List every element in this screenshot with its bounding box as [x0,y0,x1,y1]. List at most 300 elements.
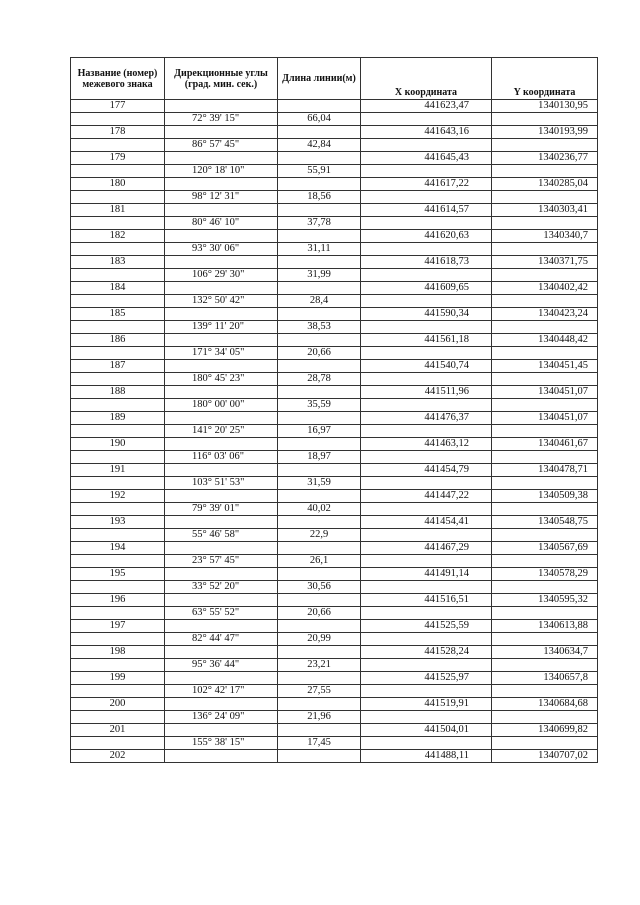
y-coordinate: 1340193,99 [492,126,598,139]
empty-cell [165,308,278,321]
header-name: Название (номер) межевого знака [71,58,165,100]
x-coordinate: 441525,97 [361,672,492,685]
direction-angle: 93° 30' 06" [165,243,278,256]
line-length: 35,59 [278,399,361,412]
direction-angle: 155° 38' 15" [165,737,278,750]
x-coordinate: 441618,73 [361,256,492,269]
empty-cell [492,425,598,438]
point-name: 200 [71,698,165,711]
point-name: 202 [71,750,165,763]
point-row [71,100,598,113]
empty-cell [361,451,492,464]
direction-angle: 141° 20' 25" [165,425,278,438]
x-coordinate: 441476,37 [361,412,492,425]
empty-cell [492,191,598,204]
empty-cell [492,373,598,386]
empty-cell [71,113,165,126]
empty-cell [165,646,278,659]
empty-cell [71,607,165,620]
point-name: 195 [71,568,165,581]
empty-cell [71,737,165,750]
empty-cell [165,412,278,425]
y-coordinate: 1340371,75 [492,256,598,269]
empty-cell [492,139,598,152]
empty-cell [278,620,361,633]
empty-cell [278,230,361,243]
empty-cell [165,230,278,243]
point-name: 196 [71,594,165,607]
empty-cell [71,581,165,594]
empty-cell [492,711,598,724]
empty-cell [165,100,278,113]
table-body [71,100,598,763]
empty-cell [71,685,165,698]
direction-angle: 82° 44' 47" [165,633,278,646]
line-length: 16,97 [278,425,361,438]
empty-cell [165,542,278,555]
empty-cell [71,295,165,308]
empty-cell [361,633,492,646]
line-length: 37,78 [278,217,361,230]
segment-row [71,347,598,360]
x-coordinate: 441645,43 [361,152,492,165]
empty-cell [165,672,278,685]
empty-cell [165,438,278,451]
direction-angle: 180° 00' 00" [165,399,278,412]
x-coordinate: 441463,12 [361,438,492,451]
header-angles: Дирекционные углы (град. мин. сек.) [165,58,278,100]
point-name: 181 [71,204,165,217]
direction-angle: 86° 57' 45" [165,139,278,152]
y-coordinate: 1340451,07 [492,386,598,399]
x-coordinate: 441488,11 [361,750,492,763]
point-row [71,282,598,295]
empty-cell [361,243,492,256]
empty-cell [361,217,492,230]
point-name: 184 [71,282,165,295]
empty-cell [361,711,492,724]
empty-cell [492,347,598,360]
segment-row [71,659,598,672]
x-coordinate: 441614,57 [361,204,492,217]
x-coordinate: 441561,18 [361,334,492,347]
empty-cell [71,243,165,256]
x-coordinate: 441491,14 [361,568,492,581]
empty-cell [278,412,361,425]
empty-cell [278,516,361,529]
empty-cell [71,477,165,490]
empty-cell [492,659,598,672]
x-coordinate: 441447,22 [361,490,492,503]
empty-cell [278,750,361,763]
empty-cell [278,490,361,503]
empty-cell [165,386,278,399]
direction-angle: 102° 42' 17" [165,685,278,698]
empty-cell [361,399,492,412]
point-name: 177 [71,100,165,113]
point-name: 183 [71,256,165,269]
point-row [71,152,598,165]
empty-cell [278,672,361,685]
line-length: 18,56 [278,191,361,204]
empty-cell [278,386,361,399]
empty-cell [71,217,165,230]
line-length: 40,02 [278,503,361,516]
point-row [71,464,598,477]
empty-cell [165,568,278,581]
y-coordinate: 1340451,45 [492,360,598,373]
empty-cell [278,334,361,347]
empty-cell [278,464,361,477]
line-length: 31,11 [278,243,361,256]
segment-row [71,633,598,646]
direction-angle: 106° 29' 30" [165,269,278,282]
empty-cell [492,581,598,594]
point-name: 192 [71,490,165,503]
point-row [71,594,598,607]
segment-row [71,581,598,594]
segment-row [71,477,598,490]
direction-angle: 98° 12' 31" [165,191,278,204]
x-coordinate: 441540,74 [361,360,492,373]
x-coordinate: 441620,63 [361,230,492,243]
empty-cell [492,529,598,542]
empty-cell [278,542,361,555]
empty-cell [278,594,361,607]
x-coordinate: 441511,96 [361,386,492,399]
direction-angle: 116° 03' 06" [165,451,278,464]
segment-row [71,399,598,412]
line-length: 31,99 [278,269,361,282]
empty-cell [361,191,492,204]
point-row [71,568,598,581]
empty-cell [361,477,492,490]
point-row [71,750,598,763]
segment-row [71,217,598,230]
line-length: 26,1 [278,555,361,568]
empty-cell [165,126,278,139]
empty-cell [492,451,598,464]
y-coordinate: 1340285,04 [492,178,598,191]
x-coordinate: 441623,47 [361,100,492,113]
point-row [71,386,598,399]
point-row [71,698,598,711]
point-name: 188 [71,386,165,399]
empty-cell [278,698,361,711]
empty-cell [278,360,361,373]
empty-cell [361,581,492,594]
line-length: 42,84 [278,139,361,152]
header-length: Длина линии(м) [278,58,361,100]
x-coordinate: 441643,16 [361,126,492,139]
line-length: 23,21 [278,659,361,672]
empty-cell [361,295,492,308]
line-length: 38,53 [278,321,361,334]
point-name: 197 [71,620,165,633]
empty-cell [71,659,165,672]
line-length: 21,96 [278,711,361,724]
empty-cell [278,178,361,191]
empty-cell [361,659,492,672]
segment-row [71,113,598,126]
empty-cell [361,321,492,334]
segment-row [71,243,598,256]
x-coordinate: 441454,79 [361,464,492,477]
line-length: 20,99 [278,633,361,646]
direction-angle: 23° 57' 45" [165,555,278,568]
header-x: X координата [361,58,492,100]
empty-cell [71,503,165,516]
empty-cell [361,373,492,386]
empty-cell [71,633,165,646]
point-name: 185 [71,308,165,321]
point-row [71,646,598,659]
line-length: 18,97 [278,451,361,464]
x-coordinate: 441590,34 [361,308,492,321]
direction-angle: 95° 36' 44" [165,659,278,672]
empty-cell [492,113,598,126]
segment-row [71,503,598,516]
x-coordinate: 441617,22 [361,178,492,191]
y-coordinate: 1340461,67 [492,438,598,451]
point-row [71,516,598,529]
point-name: 194 [71,542,165,555]
segment-row [71,373,598,386]
point-row [71,672,598,685]
direction-angle: 132° 50' 42" [165,295,278,308]
point-name: 189 [71,412,165,425]
x-coordinate: 441519,91 [361,698,492,711]
point-row [71,308,598,321]
y-coordinate: 1340595,32 [492,594,598,607]
empty-cell [71,529,165,542]
empty-cell [492,165,598,178]
y-coordinate: 1340657,8 [492,672,598,685]
empty-cell [492,607,598,620]
empty-cell [361,555,492,568]
segment-row [71,321,598,334]
empty-cell [492,477,598,490]
point-row [71,230,598,243]
empty-cell [165,282,278,295]
segment-row [71,737,598,750]
empty-cell [278,438,361,451]
empty-cell [165,152,278,165]
empty-cell [165,204,278,217]
point-row [71,126,598,139]
empty-cell [492,269,598,282]
empty-cell [71,321,165,334]
line-length: 28,78 [278,373,361,386]
point-row [71,490,598,503]
x-coordinate: 441528,24 [361,646,492,659]
point-name: 182 [71,230,165,243]
point-row [71,620,598,633]
x-coordinate: 441525,59 [361,620,492,633]
point-name: 201 [71,724,165,737]
empty-cell [71,425,165,438]
empty-cell [361,347,492,360]
empty-cell [361,607,492,620]
point-row [71,178,598,191]
empty-cell [361,139,492,152]
segment-row [71,607,598,620]
point-name: 190 [71,438,165,451]
point-row [71,204,598,217]
empty-cell [165,464,278,477]
empty-cell [492,555,598,568]
empty-cell [165,256,278,269]
x-coordinate: 441454,41 [361,516,492,529]
segment-row [71,165,598,178]
empty-cell [492,503,598,516]
y-coordinate: 1340448,42 [492,334,598,347]
direction-angle: 55° 46' 58" [165,529,278,542]
empty-cell [71,165,165,178]
empty-cell [71,347,165,360]
point-name: 199 [71,672,165,685]
direction-angle: 63° 55' 52" [165,607,278,620]
y-coordinate: 1340340,7 [492,230,598,243]
empty-cell [165,360,278,373]
point-name: 191 [71,464,165,477]
segment-row [71,269,598,282]
y-coordinate: 1340130,95 [492,100,598,113]
empty-cell [492,295,598,308]
empty-cell [361,685,492,698]
point-row [71,412,598,425]
y-coordinate: 1340451,07 [492,412,598,425]
empty-cell [361,165,492,178]
header-y: Y координата [492,58,598,100]
segment-row [71,685,598,698]
empty-cell [278,308,361,321]
point-row [71,438,598,451]
y-coordinate: 1340634,7 [492,646,598,659]
empty-cell [492,633,598,646]
empty-cell [278,100,361,113]
segment-row [71,139,598,152]
line-length: 17,45 [278,737,361,750]
direction-angle: 103° 51' 53" [165,477,278,490]
empty-cell [361,503,492,516]
empty-cell [492,321,598,334]
empty-cell [165,724,278,737]
point-row [71,334,598,347]
direction-angle: 33° 52' 20" [165,581,278,594]
line-length: 66,04 [278,113,361,126]
point-row [71,256,598,269]
x-coordinate: 441516,51 [361,594,492,607]
empty-cell [278,126,361,139]
y-coordinate: 1340613,88 [492,620,598,633]
point-row [71,724,598,737]
empty-cell [165,698,278,711]
line-length: 55,91 [278,165,361,178]
empty-cell [361,269,492,282]
empty-cell [278,152,361,165]
direction-angle: 171° 34' 05" [165,347,278,360]
x-coordinate: 441504,01 [361,724,492,737]
segment-row [71,295,598,308]
empty-cell [278,282,361,295]
line-length: 20,66 [278,607,361,620]
direction-angle: 72° 39' 15" [165,113,278,126]
y-coordinate: 1340509,38 [492,490,598,503]
empty-cell [165,594,278,607]
point-row [71,360,598,373]
empty-cell [165,620,278,633]
empty-cell [278,204,361,217]
y-coordinate: 1340578,29 [492,568,598,581]
coordinates-table [70,57,598,763]
empty-cell [361,737,492,750]
segment-row [71,451,598,464]
x-coordinate: 441467,29 [361,542,492,555]
empty-cell [278,724,361,737]
y-coordinate: 1340402,42 [492,282,598,295]
empty-cell [71,555,165,568]
y-coordinate: 1340699,82 [492,724,598,737]
point-name: 180 [71,178,165,191]
point-row [71,542,598,555]
empty-cell [71,373,165,386]
y-coordinate: 1340567,69 [492,542,598,555]
empty-cell [165,490,278,503]
point-name: 198 [71,646,165,659]
point-name: 178 [71,126,165,139]
empty-cell [71,191,165,204]
direction-angle: 80° 46' 10" [165,217,278,230]
empty-cell [71,139,165,152]
line-length: 22,9 [278,529,361,542]
point-name: 193 [71,516,165,529]
direction-angle: 79° 39' 01" [165,503,278,516]
empty-cell [165,516,278,529]
empty-cell [361,425,492,438]
empty-cell [71,399,165,412]
empty-cell [278,646,361,659]
point-name: 186 [71,334,165,347]
point-name: 179 [71,152,165,165]
line-length: 27,55 [278,685,361,698]
y-coordinate: 1340684,68 [492,698,598,711]
empty-cell [492,243,598,256]
empty-cell [361,113,492,126]
point-name: 187 [71,360,165,373]
line-length: 30,56 [278,581,361,594]
empty-cell [71,269,165,282]
segment-row [71,191,598,204]
empty-cell [278,256,361,269]
x-coordinate: 441609,65 [361,282,492,295]
empty-cell [492,685,598,698]
line-length: 20,66 [278,347,361,360]
empty-cell [492,399,598,412]
line-length: 31,59 [278,477,361,490]
y-coordinate: 1340548,75 [492,516,598,529]
direction-angle: 180° 45' 23" [165,373,278,386]
empty-cell [165,334,278,347]
empty-cell [71,451,165,464]
y-coordinate: 1340423,24 [492,308,598,321]
y-coordinate: 1340478,71 [492,464,598,477]
direction-angle: 136° 24' 09" [165,711,278,724]
empty-cell [278,568,361,581]
empty-cell [165,750,278,763]
empty-cell [492,737,598,750]
segment-row [71,425,598,438]
